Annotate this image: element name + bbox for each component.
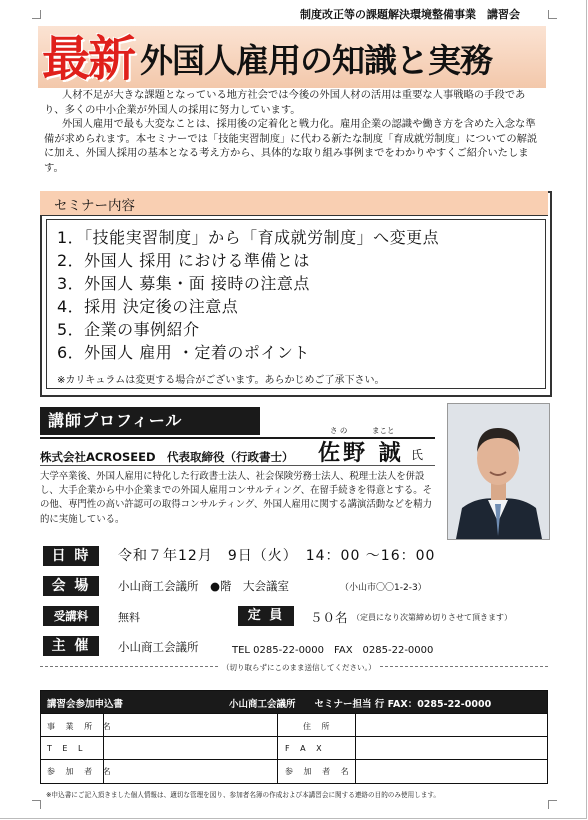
form-header — [41, 691, 547, 713]
crop-mark — [32, 800, 41, 809]
lecturer-photo — [447, 403, 550, 540]
seminar-note: ※カリキュラムは変更する場合がございます。あらかじめご了承下さい。 — [57, 375, 385, 386]
host-label: 主 催 — [43, 636, 99, 656]
host-contact: TEL 0285-22-0000 FAX 0285-22-0000 — [232, 645, 434, 656]
crop-mark — [548, 10, 557, 19]
seminar-item: 2．外国人 採用 における準備とは — [57, 251, 310, 270]
participant-label-1: 参 加 者 名 — [47, 767, 115, 776]
intro-paragraph-1: 人材不足が大きな課題となっている地方社会では今後の外国人材の活用は重要な人事戦略の手段であり、多くの中小企業が外国人の採用に努力しています。 — [44, 89, 526, 116]
company-label: 事 業 所 名 — [47, 722, 115, 731]
fax-label: F A X — [285, 744, 326, 753]
host-value: 小山商工会議所 — [118, 640, 199, 654]
name-ruby-mei: まこと — [372, 426, 395, 435]
seminar-item: 4．採用 決定後の注意点 — [57, 297, 239, 316]
tel-label: T E L — [47, 744, 87, 753]
page-title: 外国人雇用の知識と実務 — [140, 41, 492, 80]
venue-label: 会 場 — [43, 576, 99, 596]
crop-mark — [32, 10, 41, 19]
profile-label: 講師プロフィール — [40, 407, 260, 435]
seminar-item: 3．外国人 募集・面 接時の注意点 — [57, 274, 310, 293]
participant-label-2: 参 加 者 名 — [285, 767, 353, 776]
portrait-image — [448, 404, 549, 539]
seminar-item: 6．外国人 雇用 ・定着のポイント — [57, 343, 310, 362]
cut-line-text: （切り取らずにこのまま送信してください。） — [218, 662, 380, 673]
intro-text — [44, 88, 544, 176]
fee-value: 無料 — [118, 611, 140, 624]
lecturer-name: 佐野 誠 — [318, 441, 404, 466]
title-accent: 最新 — [42, 31, 135, 87]
seminar-list — [46, 219, 546, 389]
seminar-item: 5．企業の事例紹介 — [57, 320, 200, 339]
venue-value: 小山商工会議所 ●階 大会議室 — [118, 579, 290, 593]
name-ruby-sei: さ の — [330, 426, 348, 435]
form-destination: 小山商工会議所 セミナー担当 行 FAX：0285-22-0000 — [229, 699, 492, 710]
date-value: 令和７年12月 9日（火） 14：00 〜16：00 — [118, 548, 436, 564]
name-rule — [40, 465, 435, 466]
form-row — [41, 713, 547, 737]
form-row — [41, 736, 547, 760]
crop-mark — [548, 800, 557, 809]
capacity-value: ５０名 — [310, 610, 348, 625]
lecturer-company: 株式会社ACROSEED 代表取締役（行政書士） — [40, 450, 294, 464]
seminar-item: 1．「技能実習制度」から「育成就労制度」へ変更点 — [57, 228, 440, 247]
lecturer-honorific: 氏 — [411, 448, 424, 462]
seminar-heading: セミナー内容 — [54, 198, 135, 214]
venue-address: （小山市〇〇1-2-3） — [340, 583, 427, 593]
date-label: 日 時 — [43, 546, 99, 566]
privacy-footnote: ※申込書にご記入頂きました個人情報は、適切な管理を図り、参加者名簿の作成および本講習会に関する連絡の目的のみ使用します。 — [46, 791, 441, 799]
intro-paragraph-2: 外国人雇用で最も大変なことは、採用後の定着化と戦力化。雇用企業の認識や働き方を含めた入念な準備が求められます。本セミナーでは「技能実習制度」に代わる新たな制度「育成就労制度」についての解説に加え、外国人採用の基本となる考え方から、具体的な取り組み事例までをわかりやすくご紹介いたします。 — [44, 118, 538, 174]
capacity-label: 定 員 — [238, 606, 294, 626]
fee-label: 受講料 — [43, 606, 99, 626]
seminar-heading-bar — [40, 191, 548, 216]
application-form — [40, 690, 548, 784]
form-divider — [355, 713, 356, 783]
lecturer-bio: 大学卒業後、外国人雇用に特化した行政書士法人、社会保険労務士法人、税理士法人を併設し、大手企業から中小企業までの外国人雇用コンサルティング、在留手続きを得意とする。その他、専門性の高い許認可の取得コンサルティング、外国人雇用に関する講演活動などを精力的に実施している。 — [40, 471, 432, 525]
event-header: 制度改正等の課題解決環境整備事業 講習会 — [300, 8, 520, 21]
form-divider — [277, 713, 278, 783]
form-title: 講習会参加申込書 — [47, 699, 124, 710]
capacity-note: （定員になり次第締め切りさせて頂きます） — [352, 613, 512, 622]
address-label: 住 所 — [303, 722, 334, 731]
form-divider — [103, 713, 104, 783]
form-row — [41, 759, 547, 783]
